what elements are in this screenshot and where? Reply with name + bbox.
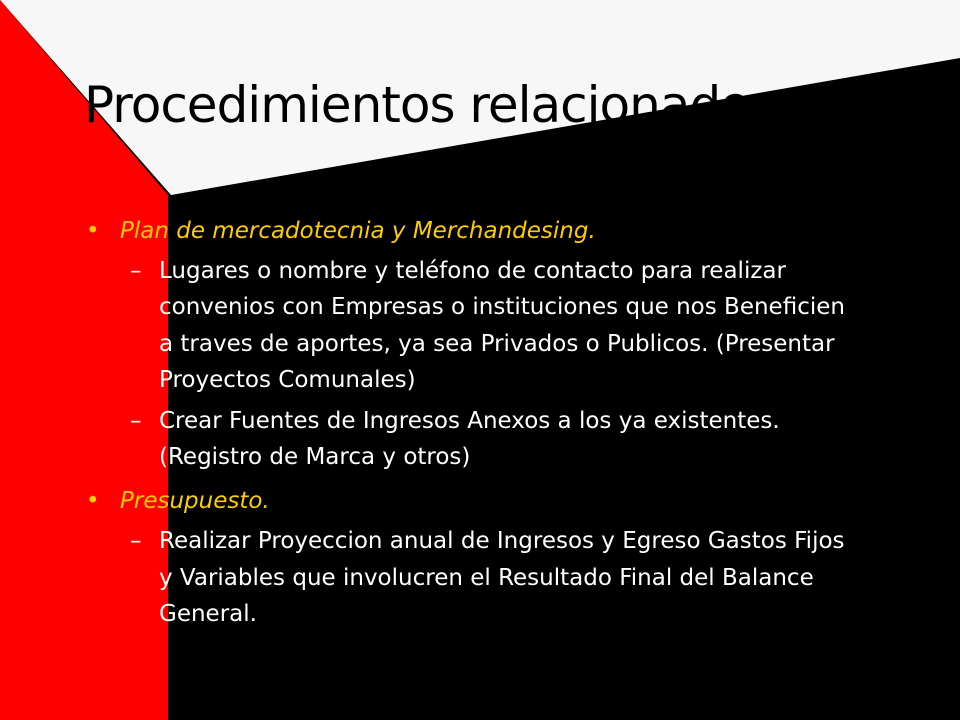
subitem-text: Lugares o nombre y teléfono de contacto para realizar convenios con Empresas o instituciones que nos Beneficien a traves de aportes, ya sea Privados o Publicos. (Presentar Proyectos Comunales) <box>159 258 845 394</box>
dash-icon: – <box>130 407 142 434</box>
subitem-income-sources <box>0 403 960 476</box>
bullet-item-marketing <box>0 213 960 249</box>
bullet-heading: Presupuesto. <box>120 488 270 515</box>
bullet-heading: Plan de mercadotecnia y Merchandesing. <box>120 218 596 244</box>
subitem-projection <box>0 523 960 632</box>
bullet-item-budget <box>0 483 960 519</box>
subitem-text: Crear Fuentes de Ingresos Anexos a los ya existentes. (Registro de Marca y otros) <box>159 407 780 471</box>
dash-icon: – <box>130 528 142 555</box>
subitem-contacts <box>0 253 960 399</box>
slide-title: Procedimientos relacionados <box>84 76 775 134</box>
subitem-text: Realizar Proyeccion anual de Ingresos y Egreso Gastos Fijos y Variables que involucren el Resultado Final del Balance General. <box>159 528 845 628</box>
slide-body <box>0 213 960 633</box>
bullet-icon: • <box>86 488 100 515</box>
dash-icon: – <box>130 258 142 284</box>
bullet-icon: • <box>86 218 100 244</box>
